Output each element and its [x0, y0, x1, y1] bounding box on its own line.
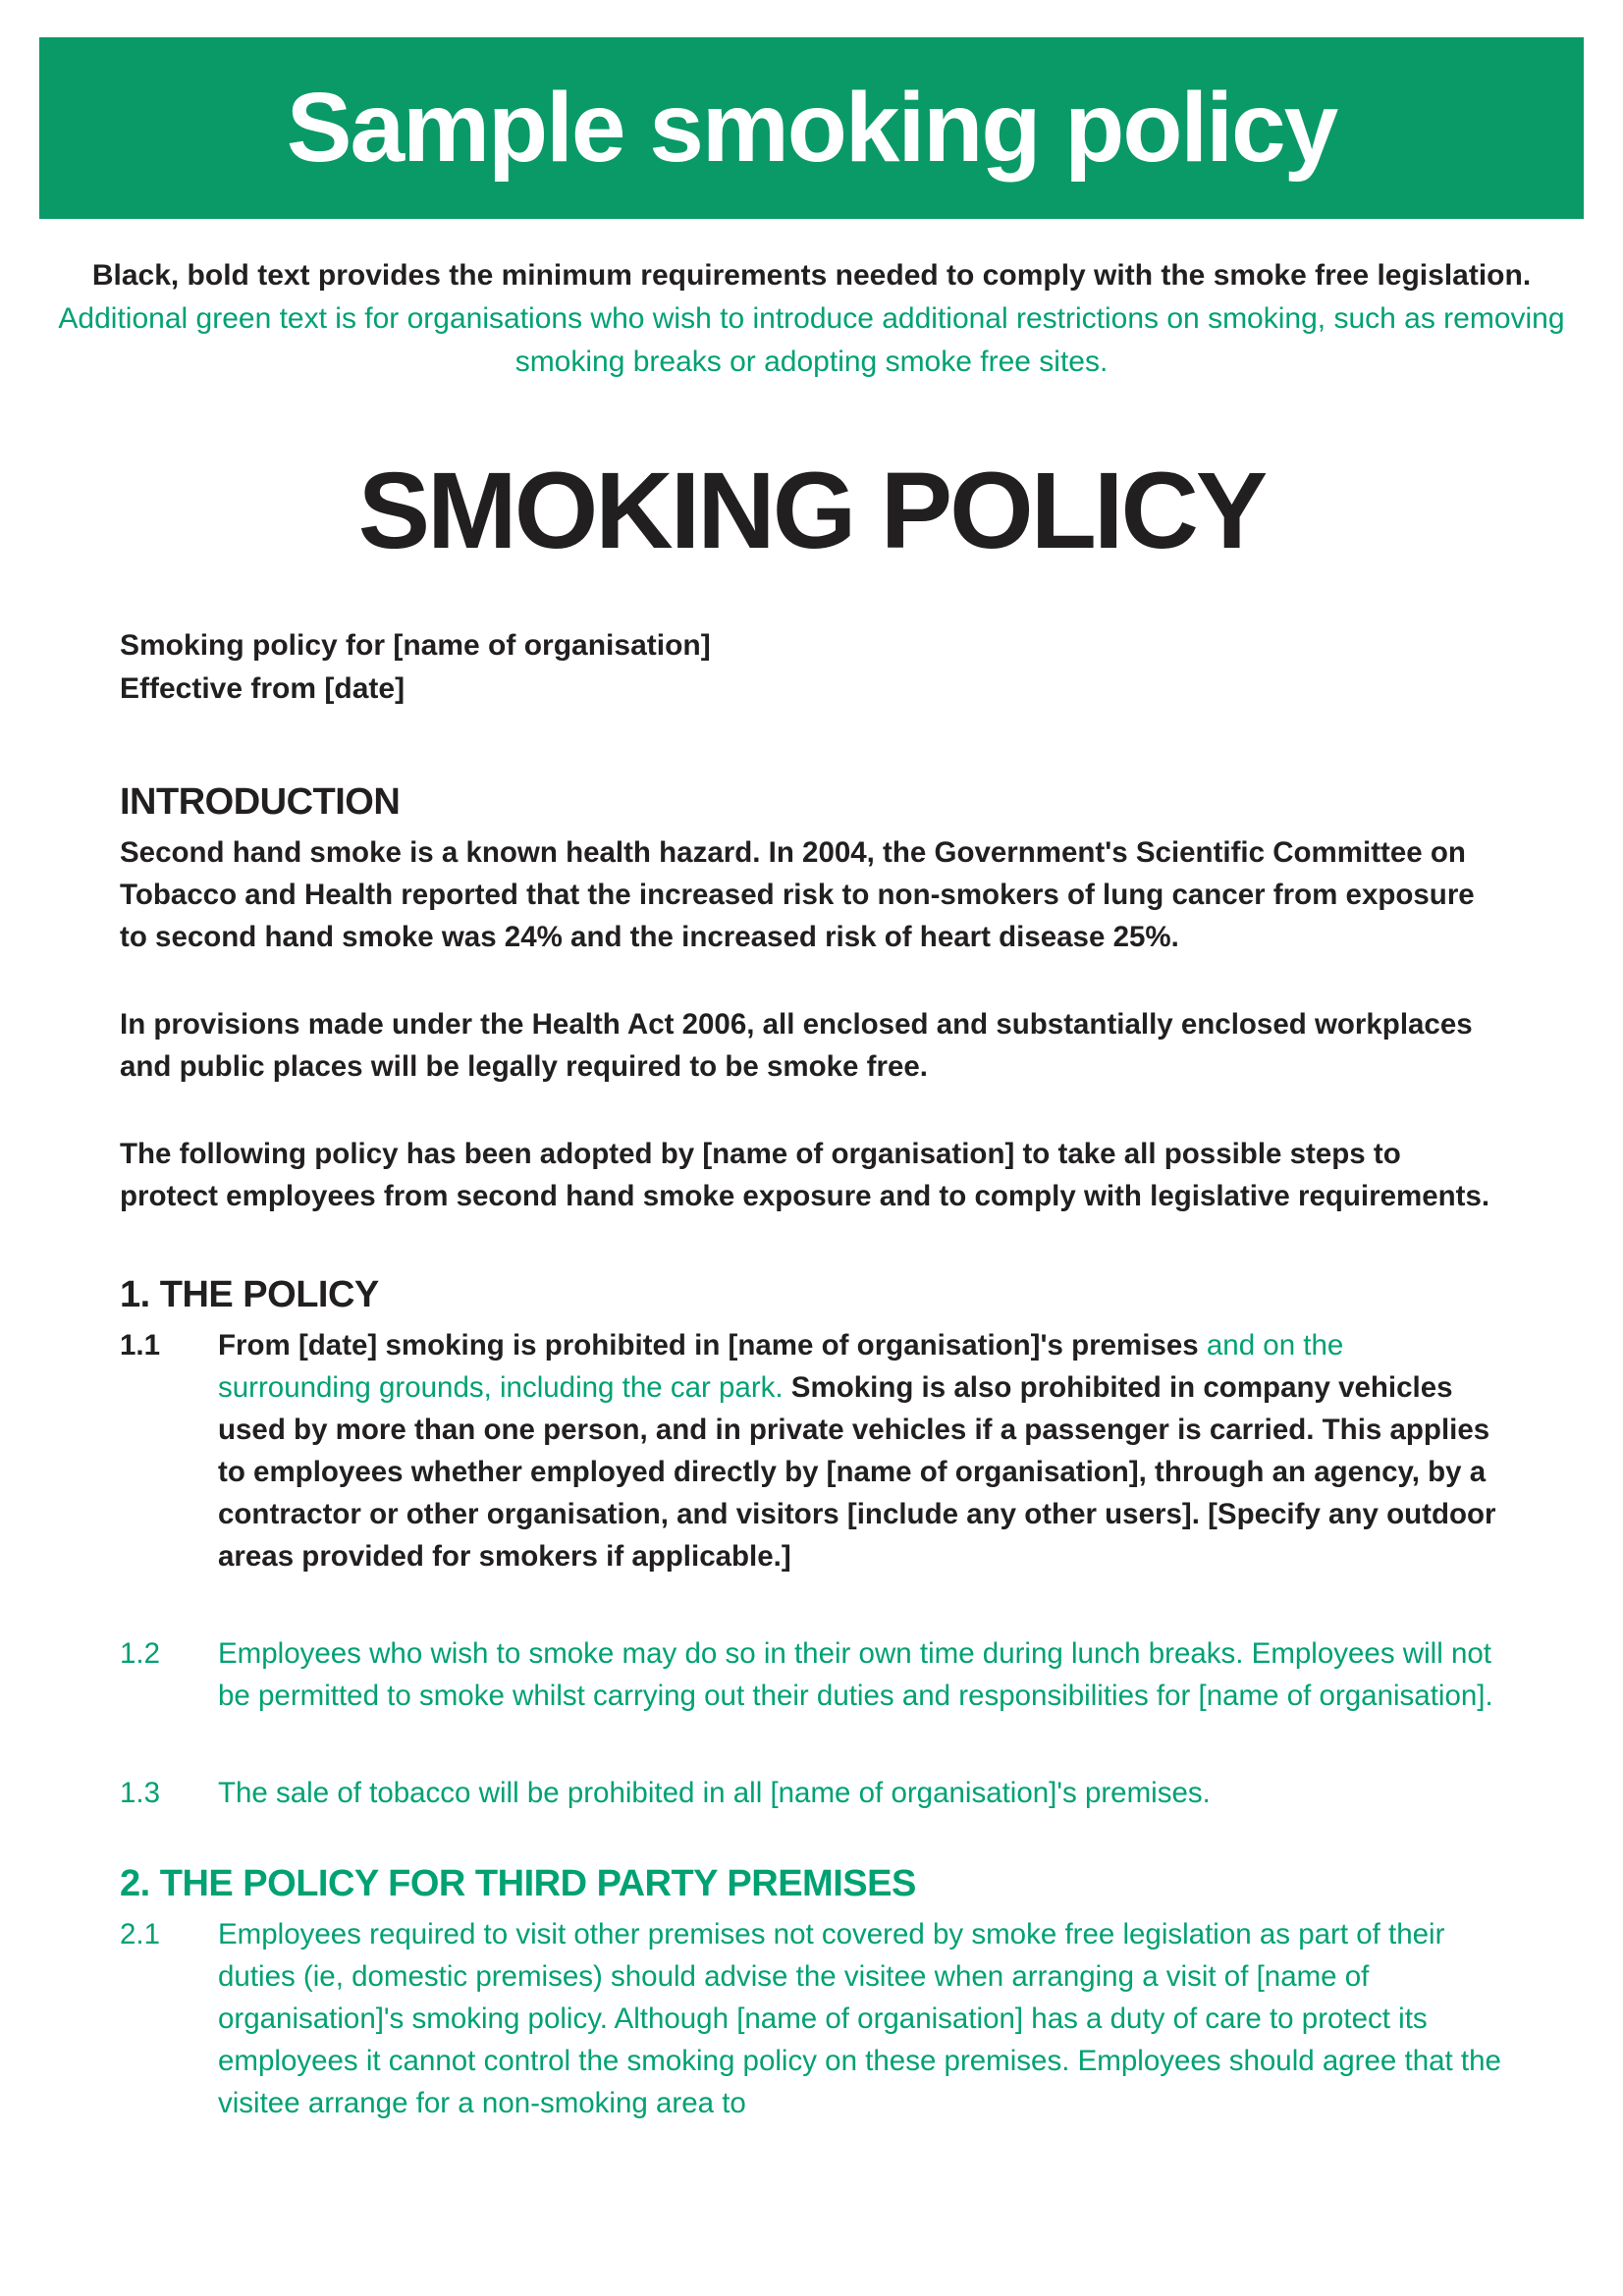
- policy-section-heading: 1. THE POLICY: [120, 1274, 379, 1315]
- clause-1-3-text: The sale of tobacco will be prohibited in all [name of organisation]'s premises.: [218, 1777, 1211, 1809]
- clause-1-1-run-green: and on the surrounding grounds, including the car park.: [218, 1329, 1344, 1404]
- clause-1-2-text: Employees who wish to smoke may do so in their own time during lunch breaks. Employees will not be permitted to smoke whilst carrying out their duties and responsibilities for [name of organisation].: [218, 1637, 1493, 1712]
- introduction-paragraph-3: The following policy has been adopted by [name of organisation] to take all possible steps to protect employees from second hand smoke exposure and to comply with legislative requirements.: [120, 1138, 1490, 1212]
- introduction-paragraph-1: Second hand smoke is a known health hazard. In 2004, the Government's Scientific Committee on Tobacco and Health reported that the increased risk to non-smokers of lung cancer from exposure to second hand smoke was 24% and the increased risk of heart disease 25%.: [120, 836, 1475, 953]
- clause-1-1-run-black-1: From [date] smoking is prohibited in [name of organisation]'s premises: [218, 1329, 1207, 1362]
- clause-1-2-number: 1.2: [120, 1637, 161, 1670]
- document-meta: [120, 624, 1503, 711]
- clause-2-1: [120, 1913, 1503, 2124]
- intro-note-black-text: Black, bold text provides the minimum requirements needed to comply with the smoke free legislation.: [91, 259, 1532, 292]
- clause-1-3-number: 1.3: [120, 1777, 161, 1809]
- introduction-paragraph-2: In provisions made under the Health Act 2006, all enclosed and substantially enclosed workplaces and public places will be legally required to be smoke free.: [120, 1008, 1473, 1083]
- intro-note: [41, 254, 1582, 384]
- clause-1-1-text: [218, 1324, 1503, 1577]
- third-party-section-heading: 2. THE POLICY FOR THIRD PARTY PREMISES: [120, 1863, 916, 1904]
- document-body: [120, 624, 1503, 2124]
- policy-for-line: Smoking policy for [name of organisation]: [120, 629, 711, 662]
- clause-1-1: [120, 1324, 1503, 1577]
- banner-title: Sample smoking policy: [286, 73, 1337, 183]
- introduction-heading: INTRODUCTION: [120, 781, 401, 823]
- clause-1-3: [120, 1772, 1503, 1814]
- clause-2-1-text: Employees required to visit other premises not covered by smoke free legislation as part of their duties (ie, domestic premises) should advise the visitee when arranging a visit of [name of organisation]'s smoking policy. Although [name of organisation] has a duty of care to protect its employees it cannot control the smoking policy on these premises. Employees should agree that the visitee arrange for a non-smoking area to: [218, 1918, 1501, 2119]
- clause-1-2: [120, 1632, 1503, 1717]
- document-title: SMOKING POLICY: [357, 451, 1266, 571]
- header-banner: [39, 37, 1584, 219]
- intro-note-green-text: Additional green text is for organisations who wish to introduce additional restrictions on smoking, such as removing smoking breaks or adopting smoke free sites.: [58, 302, 1565, 378]
- clause-1-1-run-black-2: Smoking is also prohibited in company vehicles used by more than one person, and in private vehicles if a passenger is carried. This applies to employees whether employed directly by [name of organisation], through an agency, by a contractor or other organisation, and visitors [include any other users]. [Specify any outdoor areas provided for smokers if applicable.]: [218, 1371, 1496, 1573]
- clause-2-1-number: 2.1: [120, 1918, 161, 1950]
- clause-1-1-number: 1.1: [120, 1329, 161, 1362]
- effective-from-line: Effective from [date]: [120, 672, 406, 705]
